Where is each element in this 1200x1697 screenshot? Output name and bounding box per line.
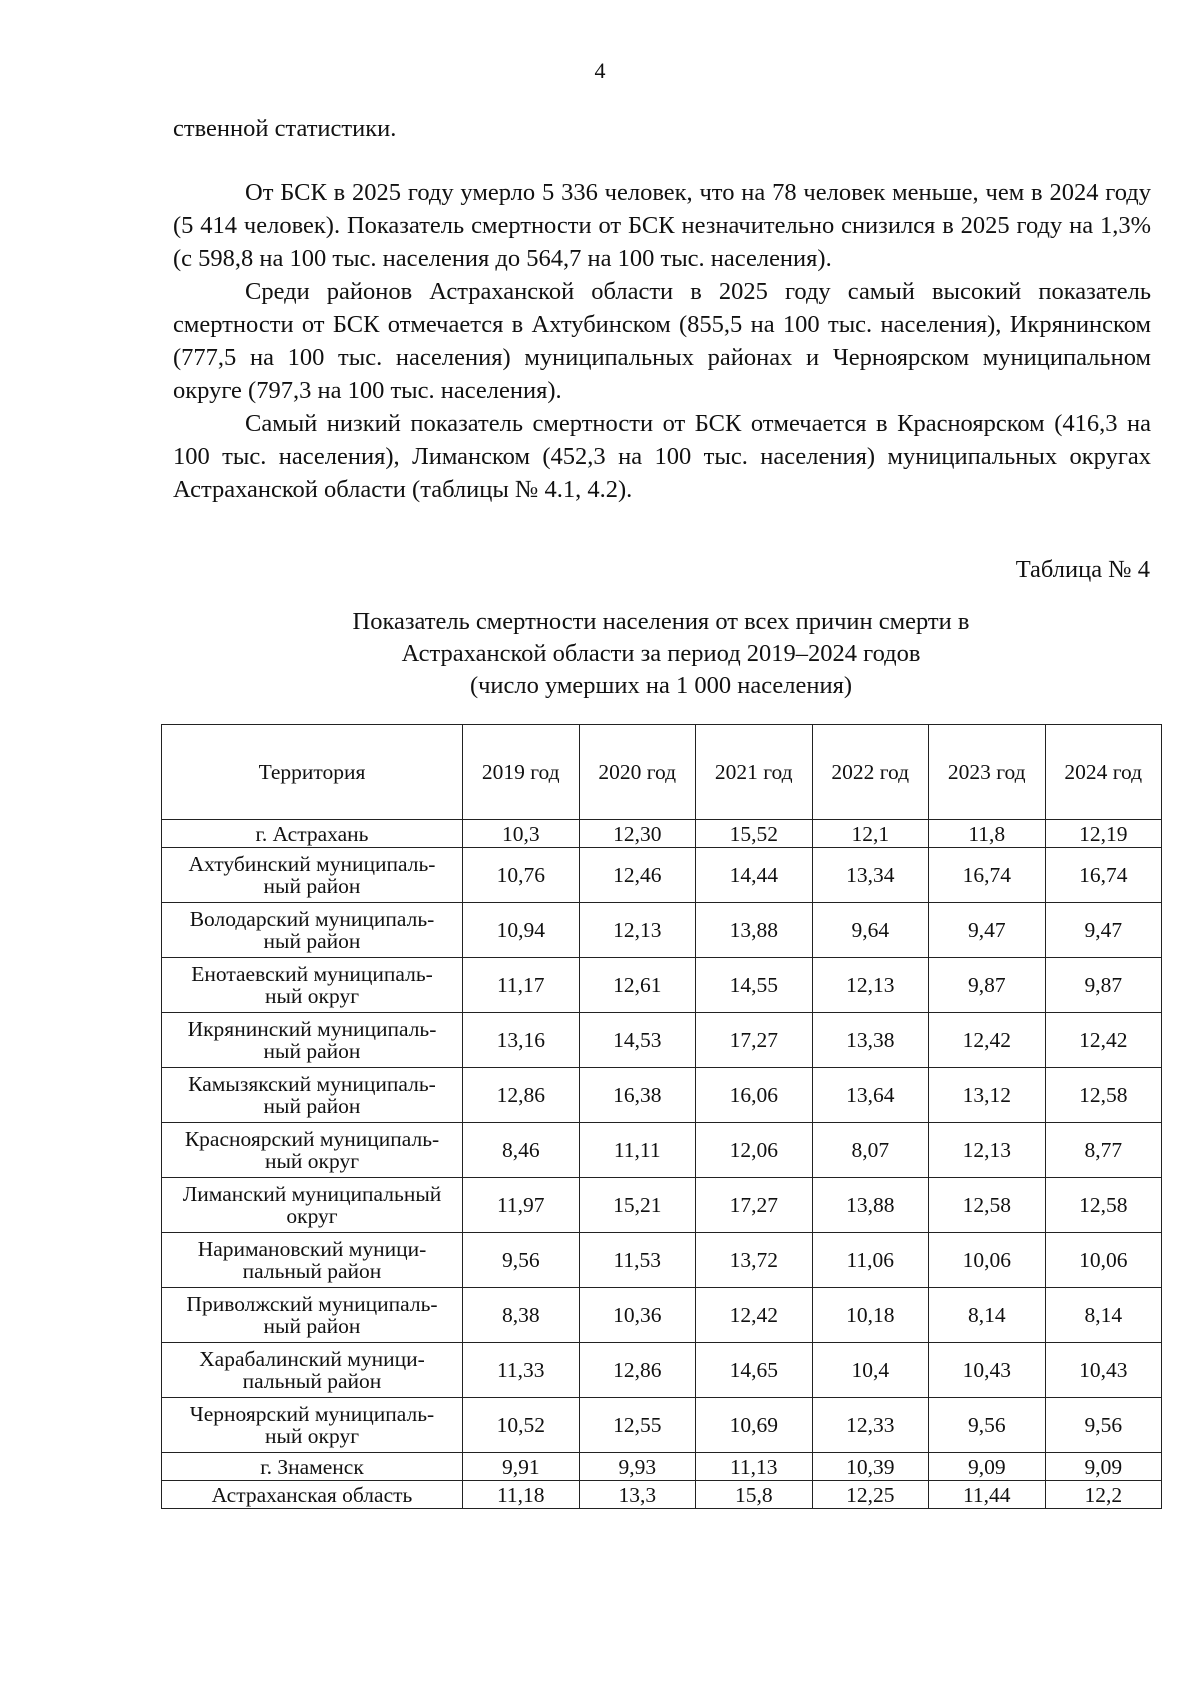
table-row	[162, 848, 1162, 903]
value-cell: 15,8	[696, 1481, 813, 1509]
table-row	[162, 820, 1162, 848]
value-cell: 11,17	[463, 958, 580, 1013]
value-cell: 10,4	[812, 1343, 929, 1398]
body-text	[173, 176, 1151, 506]
value-cell: 11,18	[463, 1481, 580, 1509]
territory-cell: Камызякский муниципаль- ный район	[162, 1068, 463, 1123]
value-cell: 16,38	[579, 1068, 696, 1123]
value-cell: 12,55	[579, 1398, 696, 1453]
value-cell: 9,87	[929, 958, 1046, 1013]
value-cell: 14,53	[579, 1013, 696, 1068]
table-row	[162, 1398, 1162, 1453]
value-cell: 9,64	[812, 903, 929, 958]
table-title-line: Показатель смертности населения от всех причин смерти в	[352, 608, 970, 635]
paragraph: От БСК в 2025 году умерло 5 336 человек, что на 78 человек меньше, чем в 2024 году (5 414 человек). Показатель смертности от БСК незначительно снизился в 2025 году на 1,3% (с 598,8 на 100 тыс. населения до 564,7 на 100 тыс. населения).	[173, 179, 1151, 272]
territory-cell: Наримановский муници- пальный район	[162, 1233, 463, 1288]
value-cell: 10,18	[812, 1288, 929, 1343]
table-row	[162, 1481, 1162, 1509]
paragraph: Самый низкий показатель смертности от БСК отмечается в Красноярском (416,3 на 100 тыс. населения), Лиманском (452,3 на 100 тыс. населения) муниципальных округах Астраханской области (таблицы № 4.1, 4.2).	[173, 410, 1151, 503]
value-cell: 12,19	[1045, 820, 1162, 848]
column-header: 2020 год	[579, 725, 696, 820]
value-cell: 16,74	[929, 848, 1046, 903]
value-cell: 12,61	[579, 958, 696, 1013]
value-cell: 10,94	[463, 903, 580, 958]
paragraph: Среди районов Астраханской области в 2025 году самый высокий показатель смертности от БСК отмечается в Ахтубинском (855,5 на 100 тыс. населения), Икрянинском (777,5 на 100 тыс. населения) муниципальных районах и Черноярском муниципальном округе (797,3 на 100 тыс. населения).	[173, 278, 1151, 404]
territory-cell: Приволжский муниципаль- ный район	[162, 1288, 463, 1343]
value-cell: 16,74	[1045, 848, 1162, 903]
value-cell: 15,21	[579, 1178, 696, 1233]
value-cell: 9,56	[463, 1233, 580, 1288]
value-cell: 13,88	[812, 1178, 929, 1233]
value-cell: 8,14	[1045, 1288, 1162, 1343]
value-cell: 12,25	[812, 1481, 929, 1509]
value-cell: 12,2	[1045, 1481, 1162, 1509]
value-cell: 11,33	[463, 1343, 580, 1398]
territory-cell: Лиманский муниципальный округ	[162, 1178, 463, 1233]
value-cell: 12,86	[579, 1343, 696, 1398]
table-row	[162, 958, 1162, 1013]
column-header: 2024 год	[1045, 725, 1162, 820]
value-cell: 12,1	[812, 820, 929, 848]
column-header: 2019 год	[463, 725, 580, 820]
column-header: 2021 год	[696, 725, 813, 820]
table-row	[162, 1233, 1162, 1288]
table-label: Таблица № 4	[1015, 556, 1150, 583]
value-cell: 10,39	[812, 1453, 929, 1481]
table-row	[162, 1123, 1162, 1178]
value-cell: 12,46	[579, 848, 696, 903]
page-number: 4	[594, 58, 606, 83]
table-body	[162, 820, 1162, 1509]
table-row	[162, 1013, 1162, 1068]
table-title-line: (число умерших на 1 000 населения)	[469, 672, 853, 699]
value-cell: 8,77	[1045, 1123, 1162, 1178]
value-cell: 17,27	[696, 1178, 813, 1233]
value-cell: 12,06	[696, 1123, 813, 1178]
value-cell: 12,42	[696, 1288, 813, 1343]
value-cell: 11,13	[696, 1453, 813, 1481]
value-cell: 13,64	[812, 1068, 929, 1123]
value-cell: 11,06	[812, 1233, 929, 1288]
value-cell: 12,42	[1045, 1013, 1162, 1068]
value-cell: 13,72	[696, 1233, 813, 1288]
value-cell: 8,07	[812, 1123, 929, 1178]
territory-cell: Ахтубинский муниципаль- ный район	[162, 848, 463, 903]
table-title-line: Астраханской области за период 2019–2024 годов	[401, 640, 921, 667]
value-cell: 12,13	[579, 903, 696, 958]
value-cell: 12,33	[812, 1398, 929, 1453]
column-header: Территория	[162, 725, 463, 820]
value-cell: 12,58	[1045, 1068, 1162, 1123]
table-title	[160, 606, 1162, 702]
column-header: 2023 год	[929, 725, 1046, 820]
value-cell: 10,43	[929, 1343, 1046, 1398]
value-cell: 9,87	[1045, 958, 1162, 1013]
value-cell: 13,88	[696, 903, 813, 958]
territory-cell: Астраханская область	[162, 1481, 463, 1509]
table-row	[162, 903, 1162, 958]
value-cell: 13,12	[929, 1068, 1046, 1123]
value-cell: 8,38	[463, 1288, 580, 1343]
value-cell: 12,30	[579, 820, 696, 848]
value-cell: 11,97	[463, 1178, 580, 1233]
value-cell: 11,8	[929, 820, 1046, 848]
value-cell: 17,27	[696, 1013, 813, 1068]
value-cell: 10,43	[1045, 1343, 1162, 1398]
value-cell: 10,52	[463, 1398, 580, 1453]
value-cell: 11,44	[929, 1481, 1046, 1509]
value-cell: 12,13	[812, 958, 929, 1013]
continuation-text: ственной статистики.	[173, 115, 397, 142]
table-row	[162, 1453, 1162, 1481]
value-cell: 10,3	[463, 820, 580, 848]
table-row	[162, 1178, 1162, 1233]
value-cell: 13,16	[463, 1013, 580, 1068]
value-cell: 9,47	[929, 903, 1046, 958]
value-cell: 10,76	[463, 848, 580, 903]
value-cell: 12,86	[463, 1068, 580, 1123]
value-cell: 15,52	[696, 820, 813, 848]
table-row	[162, 1068, 1162, 1123]
territory-cell: Харабалинский муници- пальный район	[162, 1343, 463, 1398]
value-cell: 14,65	[696, 1343, 813, 1398]
value-cell: 10,06	[929, 1233, 1046, 1288]
value-cell: 9,93	[579, 1453, 696, 1481]
value-cell: 8,14	[929, 1288, 1046, 1343]
value-cell: 12,58	[929, 1178, 1046, 1233]
territory-cell: Красноярский муниципаль- ный округ	[162, 1123, 463, 1178]
value-cell: 8,46	[463, 1123, 580, 1178]
value-cell: 9,56	[1045, 1398, 1162, 1453]
value-cell: 10,06	[1045, 1233, 1162, 1288]
value-cell: 14,44	[696, 848, 813, 903]
territory-cell: г. Знаменск	[162, 1453, 463, 1481]
territory-cell: Икрянинский муниципаль- ный район	[162, 1013, 463, 1068]
value-cell: 11,53	[579, 1233, 696, 1288]
column-header: 2022 год	[812, 725, 929, 820]
value-cell: 13,34	[812, 848, 929, 903]
value-cell: 9,91	[463, 1453, 580, 1481]
value-cell: 9,09	[1045, 1453, 1162, 1481]
territory-cell: г. Астрахань	[162, 820, 463, 848]
value-cell: 12,13	[929, 1123, 1046, 1178]
value-cell: 12,42	[929, 1013, 1046, 1068]
value-cell: 10,69	[696, 1398, 813, 1453]
value-cell: 9,09	[929, 1453, 1046, 1481]
value-cell: 10,36	[579, 1288, 696, 1343]
value-cell: 13,38	[812, 1013, 929, 1068]
table-header-row	[162, 725, 1162, 820]
territory-cell: Володарский муниципаль- ный район	[162, 903, 463, 958]
value-cell: 13,3	[579, 1481, 696, 1509]
table-row	[162, 1288, 1162, 1343]
value-cell: 9,47	[1045, 903, 1162, 958]
value-cell: 12,58	[1045, 1178, 1162, 1233]
table-row	[162, 1343, 1162, 1398]
territory-cell: Енотаевский муниципаль- ный округ	[162, 958, 463, 1013]
value-cell: 16,06	[696, 1068, 813, 1123]
value-cell: 14,55	[696, 958, 813, 1013]
mortality-table	[161, 724, 1162, 1509]
territory-cell: Черноярский муниципаль- ный округ	[162, 1398, 463, 1453]
value-cell: 11,11	[579, 1123, 696, 1178]
value-cell: 9,56	[929, 1398, 1046, 1453]
